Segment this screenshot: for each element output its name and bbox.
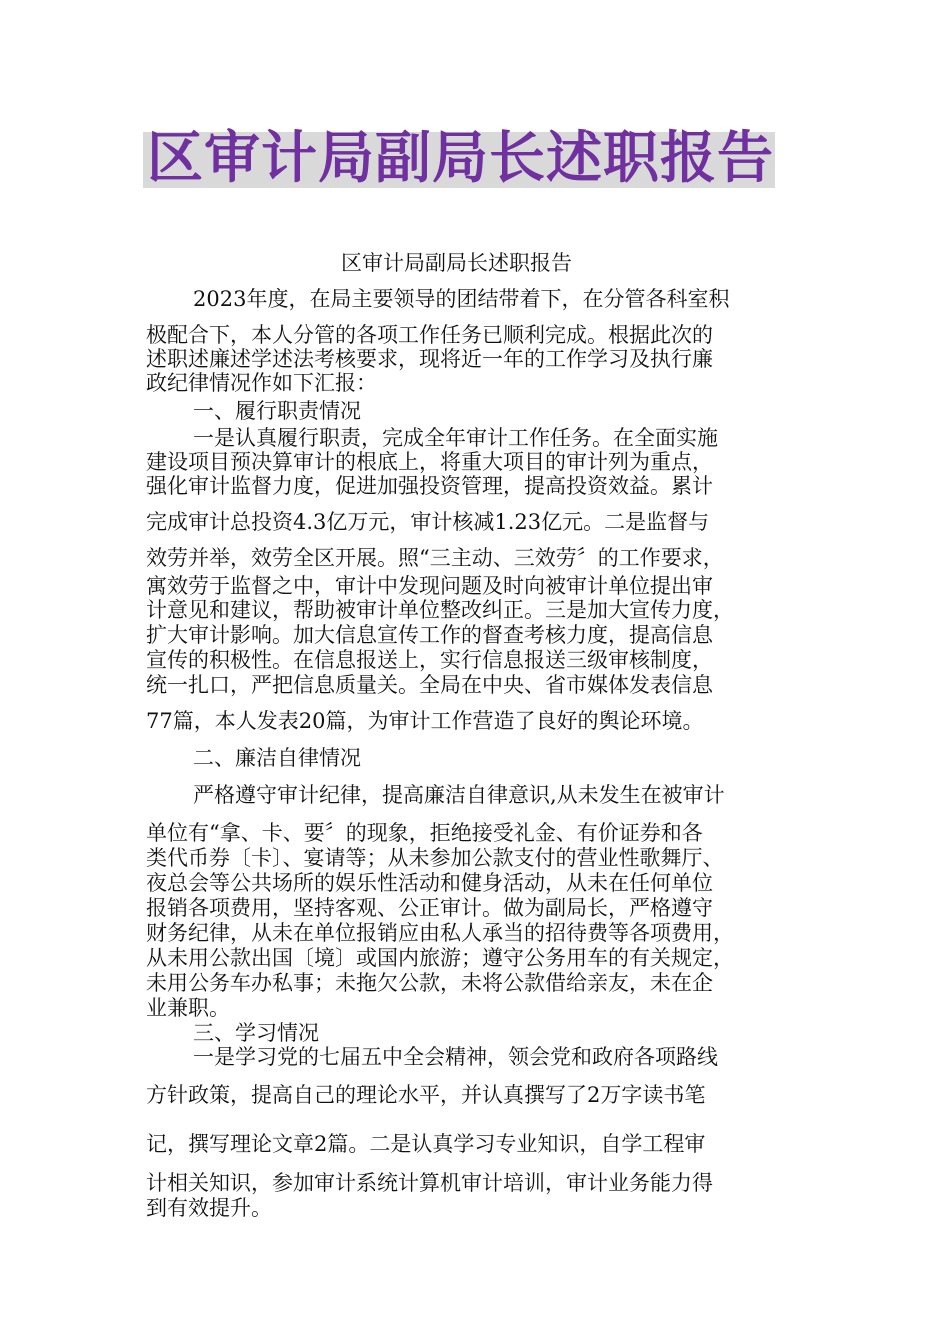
- paragraph-line: 方针政策，提高自己的理论水平，并认真撰写了2万字读书笔: [146, 1083, 706, 1107]
- paragraph-line: 夜总会等公共场所的娱乐性活动和健身活动，从未在任何单位: [146, 871, 713, 895]
- paragraph-line: 极配合下，本人分管的各项工作任务已顺利完成。根据此次的: [146, 323, 713, 347]
- document-subtitle: 区审计局副局长述职报告: [341, 251, 572, 275]
- document-title: 区审计局副局长述职报告: [147, 126, 774, 191]
- section-heading: 二、廉洁自律情况: [193, 746, 361, 770]
- paragraph-line: 完成审计总投资4.3亿万元，审计核减1.23亿元。二是监督与: [146, 510, 710, 534]
- paragraph-line: 业兼职。: [146, 996, 230, 1020]
- paragraph-line: 述职述廉述学述法考核要求，现将近一年的工作学习及执行廉: [146, 347, 713, 371]
- paragraph-line: 宣传的积极性。在信息报送上，实行信息报送三级审核制度，: [146, 648, 713, 672]
- paragraph-line: 计相关知识，参加审计系统计算机审计培训，审计业务能力得: [146, 1171, 713, 1195]
- paragraph-line: 严格遵守审计纪律，提高廉洁自律意识,从未发生在被审计: [193, 783, 725, 807]
- paragraph-line: 寓效劳于监督之中，审计中发现问题及时向被审计单位提出审: [146, 574, 713, 598]
- paragraph-line: 记，撰写理论文章2篇。二是认真学习专业知识，自学工程审: [146, 1132, 706, 1156]
- paragraph-line: 扩大审计影响。加大信息宣传工作的督查考核力度，提高信息: [146, 623, 713, 647]
- section-heading: 一、履行职责情况: [193, 399, 361, 423]
- paragraph-line: 一是学习党的七届五中全会精神，领会党和政府各项路线: [193, 1045, 718, 1069]
- paragraph-line: 一是认真履行职责，完成全年审计工作任务。在全面实施: [193, 426, 718, 450]
- paragraph-line: 效劳并举，效劳全区开展。照“三主动、三效劳〞的工作要求，: [146, 546, 724, 570]
- paragraph-line: 建设项目预决算审计的根底上，将重大项目的审计列为重点，: [146, 450, 713, 474]
- paragraph-line: 从未用公款出国〔境〕或国内旅游；遵守公务用车的有关规定，: [146, 946, 734, 970]
- paragraph-line: 到有效提升。: [146, 1196, 272, 1220]
- paragraph-line: 报销各项费用，坚持客观、公正审计。做为副局长，严格遵守: [146, 896, 713, 920]
- paragraph-line: 2023年度，在局主要领导的团结带着下，在分管各科室积: [193, 287, 730, 311]
- section-heading: 三、学习情况: [193, 1021, 319, 1045]
- paragraph-line: 单位有“拿、卡、要〞的现象，拒绝接受礼金、有价证券和各: [146, 821, 703, 845]
- paragraph-line: 未用公务车办私事；未拖欠公款，未将公款借给亲友，未在企: [146, 971, 713, 995]
- paragraph-line: 统一扎口，严把信息质量关。全局在中央、省市媒体发表信息: [146, 673, 713, 697]
- paragraph-line: 财务纪律，从未在单位报销应由私人承当的招待费等各项费用，: [146, 921, 734, 945]
- paragraph-line: 77篇，本人发表20篇，为审计工作营造了良好的舆论环境。: [146, 709, 704, 733]
- paragraph-line: 强化审计监督力度，促进加强投资管理，提高投资效益。累计: [146, 474, 713, 498]
- paragraph-line: 计意见和建议，帮助被审计单位整改纠正。三是加大宣传力度，: [146, 598, 734, 622]
- paragraph-line: 类代币券〔卡〕、宴请等；从未参加公款支付的营业性歌舞厅、: [146, 846, 724, 870]
- paragraph-line: 政纪律情况作如下汇报：: [146, 371, 377, 395]
